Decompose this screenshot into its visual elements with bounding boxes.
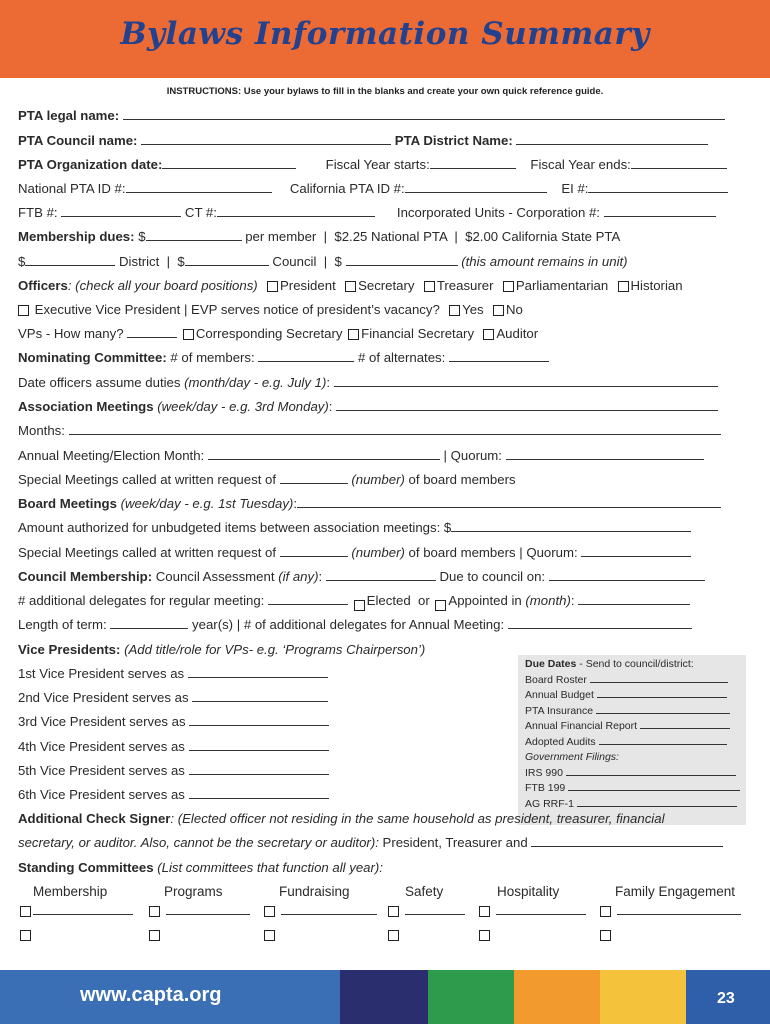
colon: : — [318, 569, 323, 584]
committee-fundraising: Fundraising — [279, 884, 350, 899]
annual-financial-report-label: Annual Financial Report — [525, 720, 638, 732]
committee-item — [18, 927, 33, 942]
ag-field[interactable] — [577, 797, 737, 807]
ei-label: EI #: — [561, 181, 589, 196]
council-membership-label: Council Membership: — [18, 569, 153, 584]
dollar-sign: $ — [334, 254, 342, 269]
board-field[interactable] — [297, 496, 721, 508]
nominating-label: Nominating Committee: — [18, 350, 167, 365]
membership-dues-label: Membership dues: — [18, 229, 135, 244]
colon: : — [326, 375, 331, 390]
council-amount-field[interactable] — [185, 254, 269, 266]
ag-label: AG RRF-1 — [525, 797, 575, 810]
dues-field[interactable] — [146, 229, 242, 241]
committee-field[interactable] — [496, 903, 586, 915]
dollar-sign: $ — [18, 254, 26, 269]
delegates-label: # additional delegates for regular meeting: — [18, 593, 265, 608]
length-field[interactable] — [110, 617, 188, 629]
ftb-199-field[interactable] — [568, 781, 740, 791]
colon: : — [570, 593, 575, 608]
unit-amount-field[interactable] — [346, 254, 458, 266]
committee-safety: Safety — [405, 884, 444, 899]
committee-membership: Membership — [33, 884, 108, 899]
footer-segment — [428, 970, 514, 1024]
legal-name-row — [18, 108, 725, 124]
vp-row-5 — [18, 763, 329, 779]
of-board-text: of board members — [408, 472, 516, 487]
committee-checkbox[interactable] — [264, 930, 275, 941]
committee-item — [598, 927, 613, 942]
membership-dues-row — [18, 229, 620, 245]
parliamentarian-label: Parliamentarian — [515, 278, 609, 293]
vp-row-2 — [18, 690, 328, 706]
incorporated-label: Incorporated Units - Corporation #: — [396, 205, 600, 220]
district-name-label: PTA District Name: — [394, 133, 513, 148]
national-id-label: National PTA ID #: — [18, 181, 126, 196]
corresponding-secretary-checkbox[interactable] — [183, 329, 194, 340]
evp-row — [18, 302, 523, 318]
nominating-row — [18, 350, 549, 366]
yes-label: Yes — [462, 302, 484, 317]
committee-checkbox[interactable] — [149, 930, 160, 941]
quorum-label: | Quorum: — [443, 448, 502, 463]
committee-item — [18, 903, 133, 918]
secretary-checkbox[interactable] — [345, 281, 356, 292]
auditor-label: Auditor — [496, 326, 539, 341]
committee-checkbox[interactable] — [388, 930, 399, 941]
committee-programs: Programs — [164, 884, 223, 899]
check-signer-hint-2: secretary, or auditor. Also, cannot be the secretary or auditor): — [18, 835, 379, 850]
date-officers-field[interactable] — [334, 375, 718, 387]
vp-row-6 — [18, 787, 329, 803]
standing-committees-hint: (List committees that function all year): — [153, 860, 383, 875]
of-board-quorum-text: of board members | Quorum: — [408, 545, 578, 560]
board-roster-field[interactable] — [590, 673, 728, 683]
committee-item — [598, 903, 741, 918]
president-checkbox[interactable] — [267, 281, 278, 292]
financial-secretary-checkbox[interactable] — [348, 329, 359, 340]
footer-segment — [340, 970, 428, 1024]
committee-item — [262, 903, 377, 918]
board-special-row — [18, 545, 691, 561]
vice-presidents-label: Vice Presidents: — [18, 642, 121, 657]
elected-checkbox[interactable] — [354, 600, 365, 611]
corresponding-secretary-label: Corresponding Secretary — [195, 326, 343, 341]
district-council-row — [18, 254, 628, 270]
adopted-audits-field[interactable] — [599, 735, 727, 745]
council-name-field[interactable] — [141, 133, 391, 145]
vp-field[interactable] — [189, 763, 329, 775]
separator: | — [323, 254, 328, 269]
evp-label: Executive Vice President | EVP serves notice of president’s vacancy? — [34, 302, 440, 317]
board-hint: (week/day - e.g. 1st Tuesday) — [120, 496, 294, 511]
annual-meeting-field[interactable] — [208, 448, 440, 460]
annual-budget-label: Annual Budget — [525, 689, 594, 701]
nominating-members-label: # of members: — [170, 350, 255, 365]
national-pta-text: $2.25 National PTA — [334, 229, 448, 244]
dollar-sign: $ — [177, 254, 185, 269]
due-dates-box — [518, 655, 746, 825]
association-row — [18, 399, 718, 415]
national-id-field[interactable] — [126, 181, 272, 193]
check-signer-text: President, Treasurer and — [378, 835, 528, 850]
colon: : — [328, 399, 333, 414]
evp-checkbox[interactable] — [18, 305, 29, 316]
appointed-label: Appointed in — [448, 593, 522, 608]
appointed-checkbox[interactable] — [435, 600, 446, 611]
due-dates-subtitle: - Send to council/district: — [576, 658, 694, 670]
fy-starts-field[interactable] — [430, 157, 516, 169]
footer-url[interactable]: www.capta.org — [80, 984, 222, 1006]
association-label: Association Meetings — [18, 399, 154, 414]
vp-label: 2nd Vice President serves as — [18, 690, 189, 705]
months-label: Months: — [18, 423, 65, 438]
committee-checkbox[interactable] — [388, 906, 399, 917]
committee-checkbox[interactable] — [149, 906, 160, 917]
nominating-members-field[interactable] — [258, 350, 354, 362]
council-assessment-field[interactable] — [326, 569, 436, 581]
committee-item — [477, 903, 586, 918]
committee-checkbox[interactable] — [600, 906, 611, 917]
officers-hint: : (check all your board positions) — [67, 278, 258, 293]
committee-checkbox[interactable] — [20, 906, 31, 917]
if-any-hint: (if any) — [278, 569, 319, 584]
check-signer-label: Additional Check Signer — [18, 811, 171, 826]
due-to-council-label: Due to council on: — [439, 569, 546, 584]
parliamentarian-checkbox[interactable] — [503, 281, 514, 292]
committee-item — [386, 903, 465, 918]
committee-field[interactable] — [166, 903, 250, 915]
association-hint: (week/day - e.g. 3rd Monday) — [157, 399, 329, 414]
page-number: 23 — [717, 990, 735, 1007]
legal-name-label: PTA legal name: — [18, 108, 120, 123]
vps-how-many-label: VPs - How many? — [18, 326, 124, 341]
number-hint: (number) — [351, 545, 405, 560]
committee-family-engagement: Family Engagement — [615, 884, 736, 899]
secretary-label: Secretary — [358, 278, 415, 293]
committee-field[interactable] — [33, 903, 133, 915]
government-filings-label: Government Filings: — [525, 751, 619, 763]
date-officers-label: Date officers assume duties — [18, 375, 181, 390]
vp-field[interactable] — [189, 739, 329, 751]
ftb-label: FTB #: — [18, 205, 58, 220]
date-officers-row — [18, 375, 718, 391]
or-text: or — [418, 593, 430, 608]
committee-checkbox[interactable] — [479, 930, 490, 941]
annual-delegates-field[interactable] — [508, 617, 692, 629]
president-label: President — [280, 278, 336, 293]
vice-presidents-row — [18, 642, 425, 658]
vp-row-4 — [18, 739, 329, 755]
no-label: No — [505, 302, 523, 317]
years-text: year(s) | # of additional delegates for Annual Meeting: — [192, 617, 505, 632]
treasurer-label: Treasurer — [436, 278, 494, 293]
board-special-field[interactable] — [280, 545, 348, 557]
amount-label: Amount authorized for unbudgeted items between association meetings: $ — [18, 520, 452, 535]
assoc-special-field[interactable] — [280, 472, 348, 484]
months-field[interactable] — [69, 423, 721, 435]
vp-field[interactable] — [189, 787, 329, 799]
annual-meeting-row — [18, 448, 704, 464]
check-signer-hint: : (Elected officer not residing in the same household as president, treasurer, financial — [170, 811, 665, 826]
standing-committees-label: Standing Committees — [18, 860, 154, 875]
california-id-field[interactable] — [405, 181, 547, 193]
due-to-council-field[interactable] — [549, 569, 705, 581]
check-signer-row — [18, 811, 665, 827]
yes-checkbox[interactable] — [449, 305, 460, 316]
officers-label: Officers — [18, 278, 68, 293]
annual-financial-report-field[interactable] — [640, 719, 730, 729]
org-date-row — [18, 157, 727, 173]
council-text: Council — [272, 254, 317, 269]
historian-label: Historian — [630, 278, 683, 293]
amount-row — [18, 520, 691, 536]
california-pta-text: $2.00 California State PTA — [465, 229, 621, 244]
district-name-field[interactable] — [516, 133, 708, 145]
standing-committees-row — [18, 860, 383, 876]
amount-field[interactable] — [451, 520, 691, 532]
board-label: Board Meetings — [18, 496, 117, 511]
vp-field[interactable] — [192, 690, 328, 702]
dollar-sign: $ — [138, 229, 146, 244]
treasurer-checkbox[interactable] — [424, 281, 435, 292]
nominating-alternates-field[interactable] — [449, 350, 549, 362]
vp-label: 6th Vice President serves as — [18, 787, 185, 802]
colon: : — [293, 496, 297, 511]
committee-field[interactable] — [281, 903, 377, 915]
footer-segment — [514, 970, 600, 1024]
pta-insurance-label: PTA Insurance — [525, 704, 594, 717]
committee-checkbox[interactable] — [20, 930, 31, 941]
committee-checkbox[interactable] — [600, 930, 611, 941]
page-title: Bylaws Information Summary — [120, 16, 650, 52]
vp-label: 4th Vice President serves as — [18, 739, 185, 754]
ftb-field[interactable] — [61, 205, 181, 217]
date-officers-hint: (month/day - e.g. July 1) — [184, 375, 327, 390]
no-checkbox[interactable] — [493, 305, 504, 316]
footer-segment — [600, 970, 686, 1024]
nominating-alternates-label: # of alternates: — [358, 350, 446, 365]
months-row — [18, 423, 721, 439]
ct-field[interactable] — [217, 205, 375, 217]
vp-label: 5th Vice President serves as — [18, 763, 185, 778]
district-text: District — [119, 254, 160, 269]
committee-hospitality: Hospitality — [497, 884, 560, 899]
delegates-field[interactable] — [268, 593, 348, 605]
quorum-field[interactable] — [506, 448, 704, 460]
council-name-row — [18, 133, 708, 149]
delegates-row — [18, 593, 690, 611]
district-amount-field[interactable] — [25, 254, 115, 266]
officers-row — [18, 278, 683, 294]
remains-text: (this amount remains in unit) — [461, 254, 628, 269]
number-hint: (number) — [351, 472, 405, 487]
vps-row — [18, 326, 538, 342]
due-dates-title: Due Dates — [525, 658, 577, 670]
fy-ends-field[interactable] — [631, 157, 727, 169]
ftb-row — [18, 205, 716, 221]
ids-row — [18, 181, 728, 197]
legal-name-field[interactable] — [123, 108, 725, 120]
assoc-special-label: Special Meetings called at written request of — [18, 472, 277, 487]
irs-field[interactable] — [566, 766, 736, 776]
ftb-199-label: FTB 199 — [525, 782, 566, 794]
vp-label: 3rd Vice President serves as — [18, 714, 186, 729]
california-id-label: California PTA ID #: — [289, 181, 405, 196]
annual-meeting-label: Annual Meeting/Election Month: — [18, 448, 205, 463]
separator: | — [166, 254, 171, 269]
committee-item — [147, 903, 250, 918]
board-row — [18, 496, 721, 512]
vp-label: 1st Vice President serves as — [18, 666, 185, 681]
separator: | — [454, 229, 458, 244]
committee-field[interactable] — [405, 903, 465, 915]
committee-item — [147, 927, 162, 942]
council-membership-row — [18, 569, 705, 585]
auditor-checkbox[interactable] — [483, 329, 494, 340]
board-special-label: Special Meetings called at written request of — [18, 545, 277, 560]
per-member-text: per member — [245, 229, 317, 244]
separator: | — [323, 229, 328, 244]
fy-ends-label: Fiscal Year ends: — [530, 157, 631, 172]
committee-item — [262, 927, 277, 942]
vp-field[interactable] — [188, 666, 328, 678]
irs-label: IRS 990 — [525, 766, 563, 779]
financial-secretary-label: Financial Secretary — [361, 326, 475, 341]
elected-label: Elected — [366, 593, 411, 608]
pta-insurance-field[interactable] — [596, 704, 730, 714]
committee-item — [386, 927, 401, 942]
vp-row-1 — [18, 666, 328, 682]
org-date-field[interactable] — [162, 157, 296, 169]
vp-field[interactable] — [189, 714, 329, 726]
board-quorum-field[interactable] — [581, 545, 691, 557]
board-roster-label: Board Roster — [525, 673, 587, 686]
historian-checkbox[interactable] — [618, 281, 629, 292]
incorporated-field[interactable] — [604, 205, 716, 217]
month-hint: (month) — [525, 593, 571, 608]
length-label: Length of term: — [18, 617, 107, 632]
ct-label: CT #: — [184, 205, 217, 220]
org-date-label: PTA Organization date: — [18, 157, 163, 172]
council-assessment-label: Council Assessment — [155, 569, 275, 584]
association-field[interactable] — [336, 399, 718, 411]
council-name-label: PTA Council name: — [18, 133, 138, 148]
appointed-month-field[interactable] — [578, 593, 690, 605]
vp-row-3 — [18, 714, 329, 730]
assoc-special-row — [18, 472, 516, 488]
vice-presidents-hint: (Add title/role for VPs- e.g. ‘Programs Chairperson’) — [124, 642, 426, 657]
committee-field[interactable] — [617, 903, 741, 915]
instructions: INSTRUCTIONS: Use your bylaws to fill in the blanks and create your own quick reference guide. — [166, 86, 604, 97]
fy-starts-label: Fiscal Year starts: — [325, 157, 430, 172]
length-row — [18, 617, 692, 633]
committee-item — [477, 927, 492, 942]
adopted-audits-label: Adopted Audits — [525, 735, 596, 748]
ei-field[interactable] — [588, 181, 728, 193]
committee-checkbox[interactable] — [479, 906, 490, 917]
annual-budget-field[interactable] — [597, 688, 727, 698]
committee-checkbox[interactable] — [264, 906, 275, 917]
check-signer-field[interactable] — [531, 835, 723, 847]
vps-count-field[interactable] — [127, 326, 177, 338]
check-signer-row-2 — [18, 835, 723, 851]
